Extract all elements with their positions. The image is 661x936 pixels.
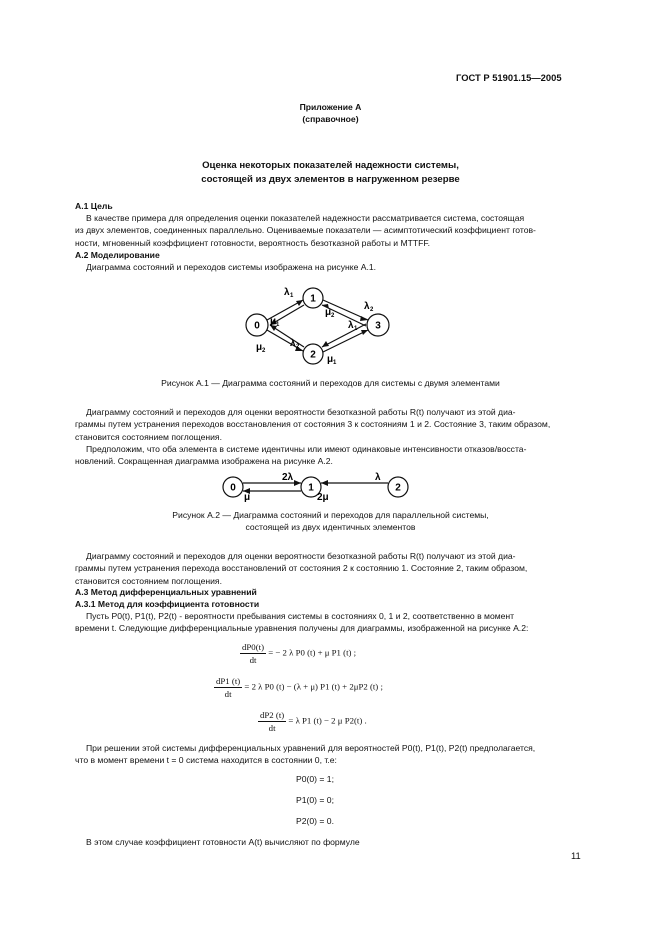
main-title-line1: Оценка некоторых показателей надежности системы, [202, 160, 459, 171]
figure-a2-caption-line1: Рисунок А.2 — Диаграмма состояний и переходов для параллельной системы, [172, 510, 489, 520]
text-line: становится состоянием поглощения. [75, 431, 222, 442]
section-a3-heading: А.3 Метод дифференциальных уравнений [75, 587, 257, 597]
figure-a2-caption-line2: состоящей из двух идентичных элементов [245, 522, 416, 532]
subscript-label: 2 [262, 348, 266, 354]
lambda-label: λ [348, 320, 354, 331]
text-line: ности, мгновенный коэффициент готовности, вероятность безотказной работы и MTTFF. [75, 237, 431, 248]
text-line: При решении этой системы дифференциальных уравнений для вероятностей P0(t), P1(t), P2(t) предполагается, [86, 743, 536, 753]
two-mu-label: 2μ [317, 492, 329, 503]
text-line: Предположим, что оба элемента в системе идентичны или имеют одинаковые интенсивности отказов/восста- [86, 444, 527, 454]
equation-3 [258, 710, 367, 733]
appendix-title: Приложение А [299, 102, 362, 112]
paragraph-solution [75, 742, 587, 767]
subscript-label: 2 [370, 307, 374, 313]
figure-a2-diagram [212, 470, 412, 504]
initial-condition-p1: P1(0) = 0; [296, 795, 334, 805]
state-0-label: 0 [254, 320, 260, 332]
paragraph-availability: В этом случае коэффициент готовности A(t) вычисляют по формуле [86, 837, 360, 847]
main-title-line2: состоящей из двух элементов в нагруженном резерве [201, 174, 460, 185]
text-line: Диаграмму состояний и переходов для оценки вероятности безотказной работы R(t) получают из этой диа- [86, 407, 516, 417]
standard-number: ГОСТ Р 51901.15—2005 [456, 72, 562, 83]
section-a31-heading: А.3.1 Метод для коэффициента готовности [75, 599, 260, 609]
section-a1-body [75, 212, 587, 249]
text-line: что в момент времени t = 0 система находится в состоянии 0, т.е: [75, 755, 337, 766]
lambda-label: λ [284, 287, 290, 298]
text-line: становится состоянием поглощения. [75, 575, 222, 586]
text-line: из двух элементов, соединенных параллельно. Оцениваемые показатели — асимптотический коэффициент готов- [75, 225, 536, 236]
mu-label: μ [325, 307, 332, 318]
text-line: граммы путем устранения переходов восстановления от состояния 3 к состояниям 1 и 2. Состояние 3, таким образом, [75, 419, 551, 430]
figure-a1-caption: Рисунок А.1 — Диаграмма состояний и переходов для системы с двумя элементами [161, 378, 500, 388]
initial-condition-p2: P2(0) = 0. [296, 816, 334, 826]
section-a2-intro: Диаграмма состояний и переходов системы изображена на рисунке А.1. [86, 262, 377, 272]
mu-label: μ [256, 342, 263, 353]
eq3-rhs: = λ P1 (t) − 2 μ P2(t) . [288, 715, 367, 726]
subscript-label: 1 [354, 326, 358, 332]
state-1-label: 1 [310, 293, 316, 305]
subscript-label: 2 [296, 344, 300, 350]
state-2-label: 2 [310, 349, 316, 361]
eq1-rhs: = − 2 λ P0 (t) + μ P1 (t) ; [268, 647, 357, 658]
eq2-denominator: dt [224, 689, 232, 699]
mu-label: μ [244, 492, 251, 503]
subscript-label: 1 [333, 360, 337, 366]
paragraph-reliability-a2 [75, 550, 587, 587]
text-line: Пусть P0(t), P1(t), P2(t) - вероятности пребывания системы в состояниях 0, 1 и 2, соответственно в момент [86, 611, 515, 621]
lambda-label: λ [364, 301, 370, 312]
subscript-label: 1 [276, 322, 280, 328]
text-line: новлений. Сокращенная диаграмма изображена на рисунке А.2. [75, 456, 333, 467]
two-lambda-label: 2λ [282, 472, 294, 483]
page-number: 11 [571, 850, 581, 861]
eq2-numerator: dP1 (t) [216, 676, 241, 686]
eq2-rhs: = 2 λ P0 (t) − (λ + μ) P1 (t) + 2μP2 (t) ; [244, 681, 383, 692]
section-a2-heading: А.2 Моделирование [75, 250, 160, 260]
state-1-label: 1 [308, 482, 314, 494]
initial-condition-p0: P0(0) = 1; [296, 774, 334, 784]
lambda-label: λ [375, 472, 381, 483]
state-2-label: 2 [395, 482, 401, 494]
section-a1-heading: А.1 Цель [75, 201, 113, 211]
figure-a1-diagram [230, 280, 400, 370]
mu-label: μ [327, 354, 334, 365]
subscript-label: 2 [331, 313, 335, 319]
lambda-label: λ [290, 338, 296, 349]
equation-2 [214, 676, 383, 699]
eq3-numerator: dP2 (t) [260, 710, 285, 720]
mu-label: μ [270, 316, 277, 327]
appendix-subtitle: (справочное) [302, 114, 359, 124]
equation-1 [240, 642, 356, 665]
state-0-label: 0 [230, 482, 236, 494]
paragraph-reliability-a1 [75, 406, 587, 443]
text-line: граммы путем устранения перехода восстановлений от состояния 2 к состоянию 1. Состояние 2, таким образом, [75, 563, 528, 574]
eq1-denominator: dt [249, 655, 257, 665]
state-3-label: 3 [375, 320, 381, 332]
paragraph-state-probabilities [75, 610, 587, 635]
eq1-numerator: dP0(t) [242, 642, 264, 652]
text-line: времени t. Следующие дифференциальные уравнения получены для диаграммы, изображенной на рисунке А.2: [75, 623, 529, 634]
text-line: Диаграмму состояний и переходов для оценки вероятности безотказной работы R(t) получают из этой диа- [86, 551, 516, 561]
paragraph-identical-elements [75, 443, 587, 468]
text-line: В качестве примера для определения оценки показателей надежности рассматривается система, состоящая [86, 213, 525, 223]
eq3-denominator: dt [268, 723, 276, 733]
subscript-label: 1 [290, 293, 294, 299]
